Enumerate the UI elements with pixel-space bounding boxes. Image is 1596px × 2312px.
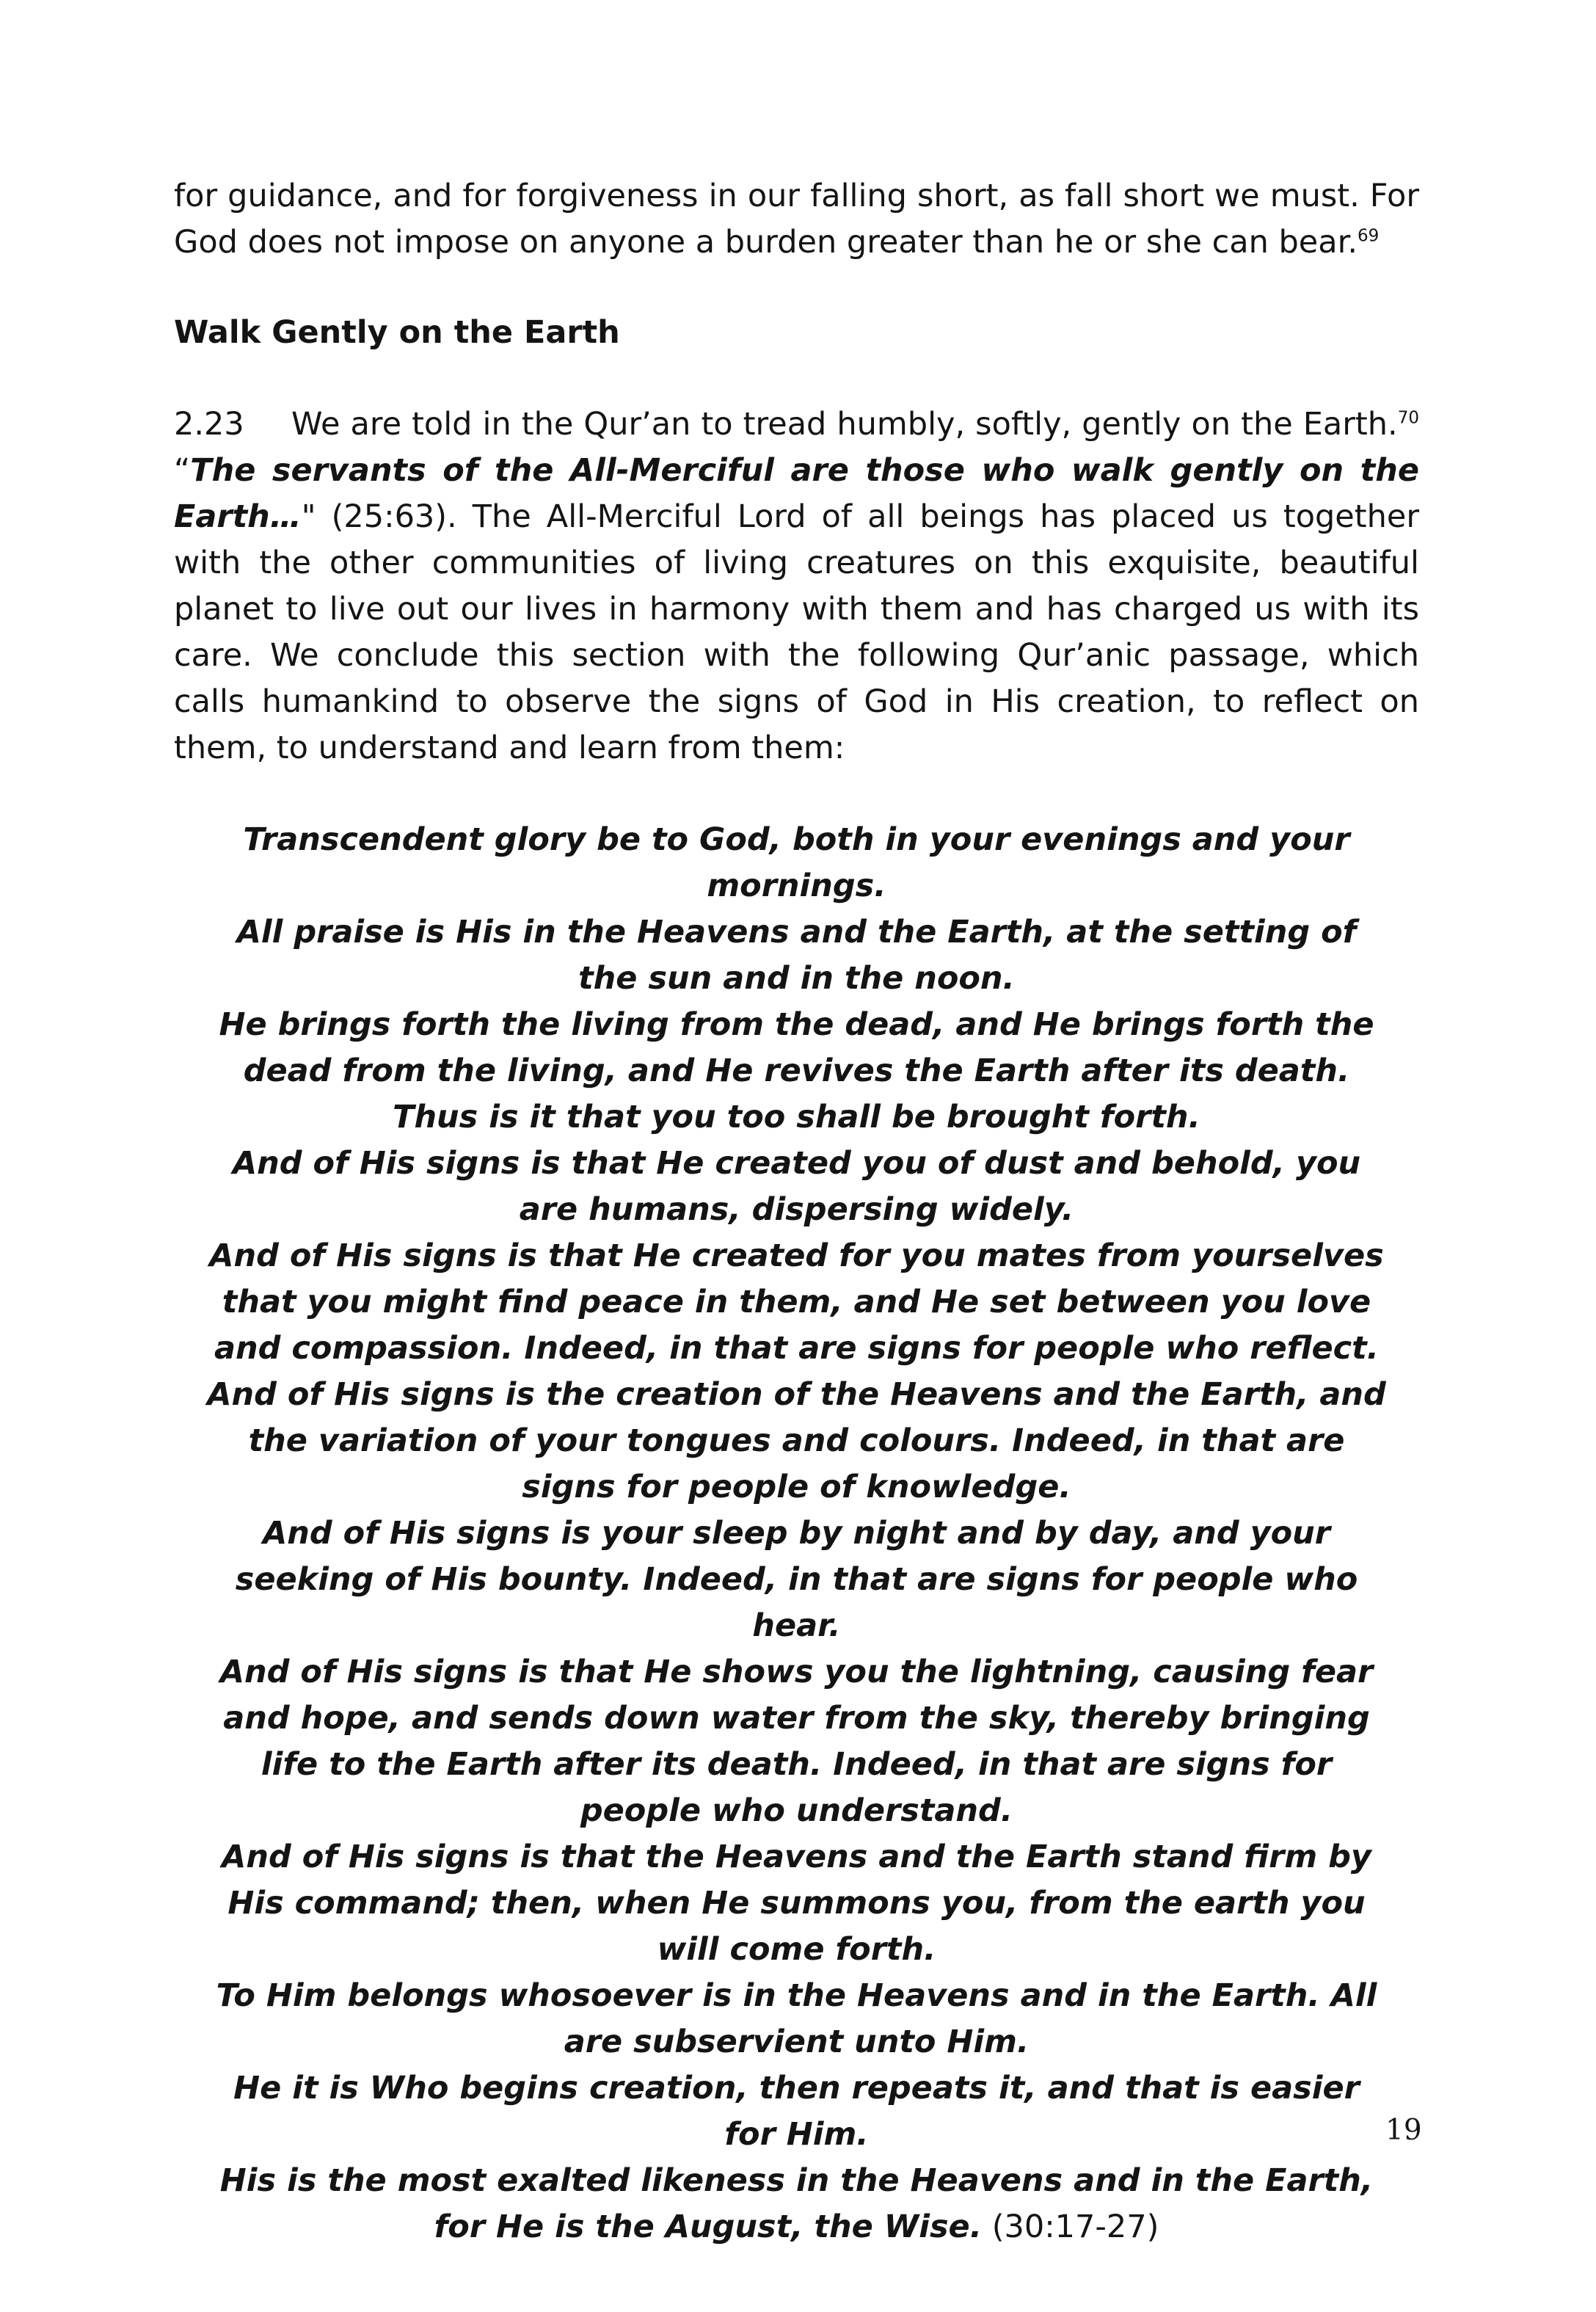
verse-reference: (30:17-27)	[982, 2209, 1159, 2245]
footnote-70[interactable]: 70	[1397, 408, 1419, 428]
verse-line: And of His signs is that the Heavens and the Earth stand firm by His command; then, when He summons you, from the earth you will come forth.	[222, 1839, 1371, 1968]
verse-line: And of His signs is that He created for you mates from yourselves that you might find peace in them, and He set between you love and compassion. Indeed, in that are signs for people who reflect.	[209, 1237, 1384, 1367]
verse-text: His is the most exalted likeness in the Heavens and in the Earth, for He is the August, the Wise.	[219, 2162, 1374, 2245]
quote-reference: (25:63).	[316, 498, 457, 535]
verse-line: And of His signs is the creation of the Heavens and the Earth, and the variation of your tongues and colours. Indeed, in that are signs for people of knowledge.	[207, 1376, 1386, 1505]
verse-line: And of His signs is that He shows you the lightning, causing fear and hope, and sends down water from the sky, thereby bringing life to the Earth after its death. Indeed, in that are signs for people who understand.	[219, 1654, 1374, 1829]
verse-line: To Him belongs whosoever is in the Heavens and in the Earth. All are subservient unto Him.	[216, 1977, 1377, 2060]
verse-line: Transcendent glory be to God, both in your evenings and your mornings.	[243, 821, 1350, 904]
section-body: The All-Merciful Lord of all beings has placed us together with the other communities of living creatures on this exquisite, beautiful planet to live out our lives in harmony with them and has charged us with its care. We conclude this section with the following Qur’anic passage, which calls humankind to observe the signs of God in His creation, to reflect on them, to understand and learn from them:	[174, 498, 1420, 766]
section-paragraph	[174, 401, 1419, 771]
section-heading: Walk Gently on the Earth	[174, 314, 620, 351]
verse-line: All praise is His in the Heavens and the Earth, at the setting of the sun and in the noon.	[236, 914, 1357, 997]
page-content	[174, 173, 1419, 2250]
verse-line-last	[203, 2158, 1390, 2250]
intro-paragraph	[174, 173, 1419, 266]
section-sentence-1: We are told in the Qur’an to tread humbly, softly, gently on the Earth.	[291, 406, 1398, 443]
verse-line: He it is Who begins creation, then repeats it, and that is easier for Him.	[233, 2070, 1360, 2153]
quote-close-mark: "	[301, 498, 316, 535]
quran-quote: The servants of the All-Merciful are those who walk gently on the Earth…	[174, 452, 1419, 535]
verse-block	[174, 817, 1419, 2250]
verse-line: And of His signs is that He created you of dust and behold, you are humans, dispersing widely.	[232, 1145, 1361, 1228]
verse-line: He brings forth the living from the dead, and He brings forth the dead from the living, and He revives the Earth after its death. Thus is it that you too shall be brought forth.	[219, 1006, 1374, 1135]
quote-open-mark: “	[174, 452, 191, 489]
paragraph-number: 2.23	[174, 406, 244, 443]
page-number: 19	[1385, 2114, 1422, 2147]
verse-line: And of His signs is your sleep by night and by day, and your seeking of His bounty. Indeed, in that are signs for people who hear.	[235, 1515, 1358, 1644]
footnote-69[interactable]: 69	[1358, 226, 1380, 246]
intro-text: for guidance, and for forgiveness in our falling short, as fall short we must. For God does not impose on anyone a burden greater than he or she can bear.	[174, 178, 1419, 261]
